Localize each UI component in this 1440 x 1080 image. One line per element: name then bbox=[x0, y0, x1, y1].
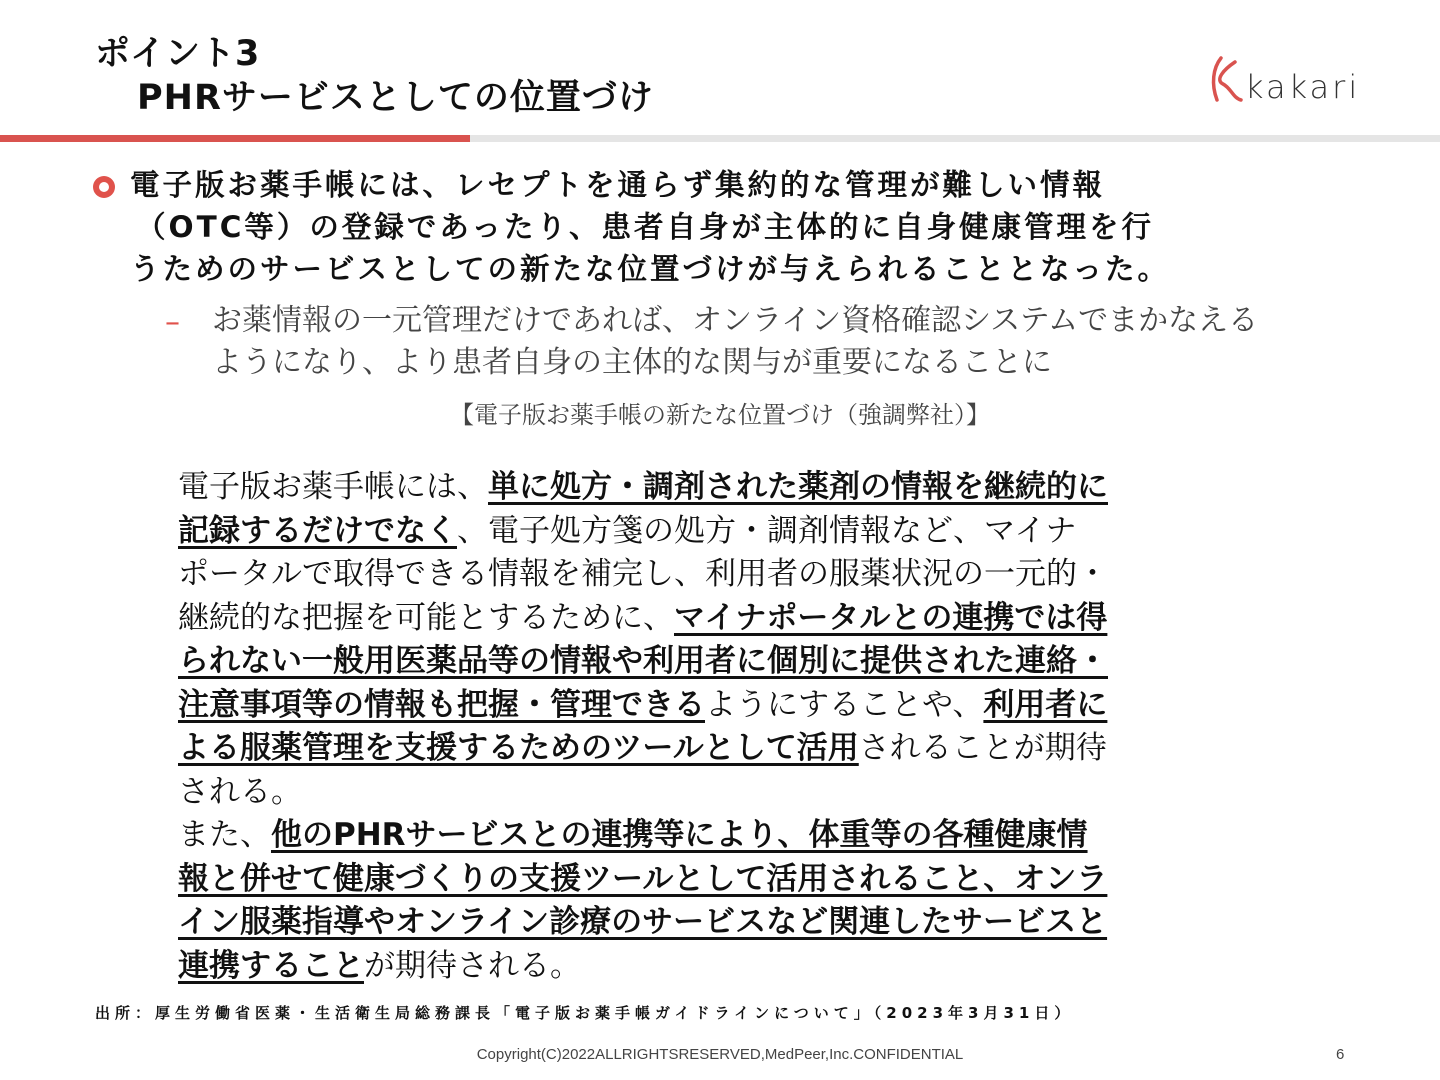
guideline-quote bbox=[178, 466, 1278, 988]
quote-line bbox=[178, 814, 1278, 858]
quote-line bbox=[178, 945, 1278, 989]
quote-emphasis: 連携すること bbox=[178, 947, 364, 984]
title-line-2: PHRサービスとしての位置づけ bbox=[137, 78, 654, 118]
quote-emphasis: られない一般用医薬品等の情報や利用者に個別に提供された連絡・ bbox=[178, 643, 1108, 679]
bullet-icon bbox=[93, 176, 115, 198]
header-accent-bar bbox=[0, 135, 470, 142]
quote-emphasis: イン服薬指導やオンライン診療のサービスなど関連したサービスと bbox=[178, 904, 1108, 940]
quote-emphasis: 記録するだけでなく bbox=[178, 512, 457, 549]
quote-emphasis: 注意事項等の情報も把握・管理できる bbox=[178, 686, 705, 723]
source-citation: 出所：厚生労働省医薬・生活衛生局総務課長「電子版お薬手帳ガイドラインについて」（2023年3月31日） bbox=[95, 1004, 1075, 1022]
quote-line bbox=[178, 597, 1278, 641]
copyright-notice: Copyright(C)2022ALLRIGHTSRESERVED,MedPeer,Inc.CONFIDENTIAL bbox=[476, 1046, 964, 1063]
quote-text: 、電子処方箋の処方・調剤情報など、マイナ bbox=[457, 512, 1077, 549]
quote-emphasis: 単に処方・調剤された薬剤の情報を継続的に bbox=[488, 469, 1108, 505]
logo-text: kakari bbox=[1245, 68, 1361, 106]
quote-emphasis: 報と併せて健康づくりの支援ツールとして活用されること、オンラ bbox=[178, 860, 1108, 897]
dash-icon: – bbox=[165, 305, 180, 340]
title-line-1: ポイント3 bbox=[95, 34, 260, 74]
quote-line bbox=[178, 727, 1278, 771]
quote-text: されることが期待 bbox=[858, 730, 1107, 766]
quote-line: ポータルで取得できる情報を補完し、利用者の服薬状況の一元的・ bbox=[178, 556, 1108, 592]
sub-line-2: ようになり、より患者自身の主体的な関与が重要になることに bbox=[212, 345, 1052, 380]
quote-line bbox=[178, 640, 1278, 684]
lead-line-3: うためのサービスとしての新たな位置づけが与えられることとなった。 bbox=[130, 252, 1171, 286]
quote-text: 継続的な把握を可能とするために、 bbox=[178, 599, 674, 636]
quote-text: ようにすることや、 bbox=[705, 686, 984, 723]
quote-text: 電子版お薬手帳には、 bbox=[178, 469, 488, 505]
quote-line bbox=[178, 858, 1278, 902]
lead-statement bbox=[130, 164, 1370, 290]
quote-text: が期待される。 bbox=[364, 947, 581, 984]
quote-line: される。 bbox=[178, 773, 302, 810]
lead-line-2: （OTC等）の登録であったり、患者自身が主体的に自身健康管理を行 bbox=[136, 210, 1155, 244]
quote-line bbox=[178, 466, 1278, 510]
sub-line-1: お薬情報の一元管理だけであれば、オンライン資格確認システムでまかなえる bbox=[212, 303, 1259, 338]
quote-line bbox=[178, 510, 1278, 554]
quote-emphasis: 利用者に bbox=[983, 686, 1108, 723]
kakari-logo bbox=[1205, 54, 1365, 106]
quote-emphasis: 他のPHRサービスとの連携等により、体重等の各種健康情 bbox=[271, 817, 1088, 853]
quote-emphasis: マイナポータルとの連携では得 bbox=[674, 599, 1108, 636]
page-title bbox=[95, 32, 654, 120]
lead-line-1: 電子版お薬手帳には、レセプトを通らず集約的な管理が難しい情報 bbox=[130, 168, 1106, 202]
page-number: 6 bbox=[1336, 1046, 1345, 1063]
quote-line bbox=[178, 684, 1278, 728]
kakari-k-icon bbox=[1205, 54, 1245, 106]
quote-caption: 【電子版お薬手帳の新たな位置づけ（強調弊社）】 bbox=[450, 401, 990, 429]
quote-line bbox=[178, 901, 1278, 945]
quote-emphasis: よる服薬管理を支援するためのツールとして活用 bbox=[178, 730, 859, 766]
sub-point bbox=[212, 300, 1392, 384]
quote-text: また、 bbox=[178, 817, 271, 853]
